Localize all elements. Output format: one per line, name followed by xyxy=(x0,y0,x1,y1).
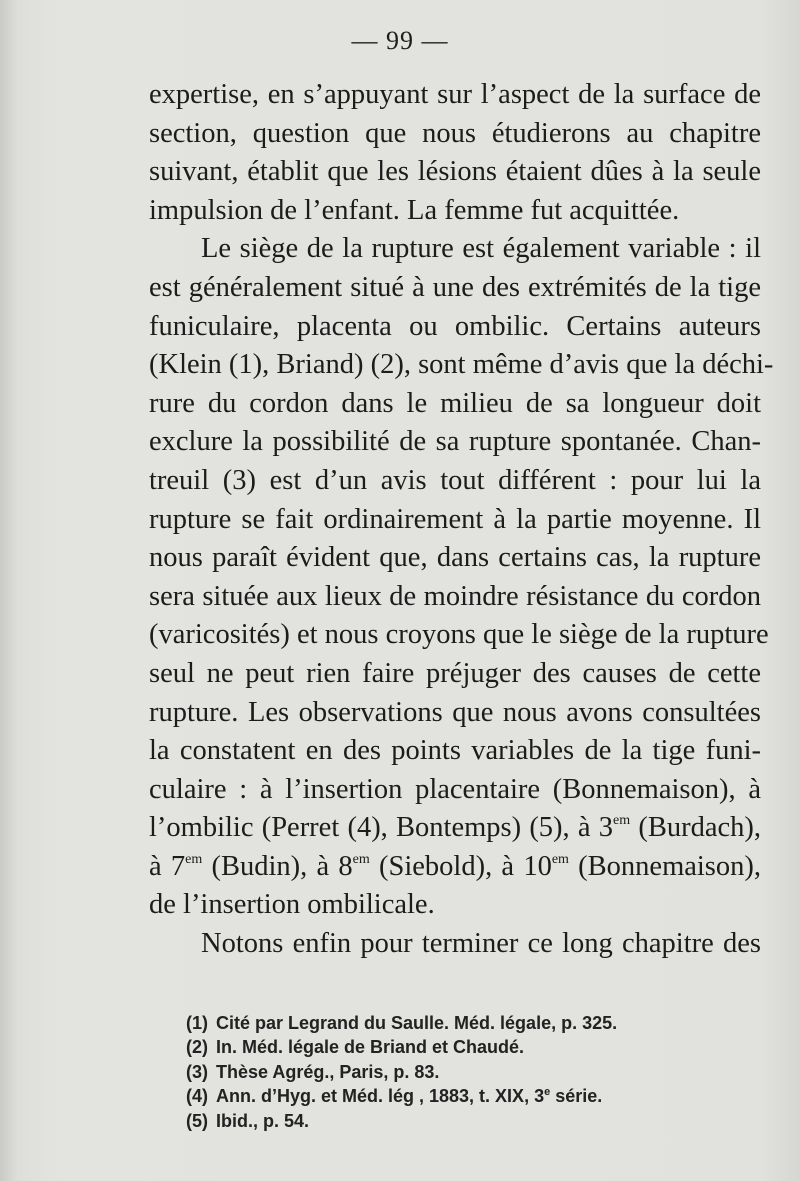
footnote-number: (1) xyxy=(186,1013,208,1033)
text-line xyxy=(149,809,761,848)
superscript: e xyxy=(544,1086,551,1099)
text-line: (Klein (1), Briand) (2), sont même d’avis que la déchi- xyxy=(149,349,774,381)
superscript: em xyxy=(185,851,203,867)
text-line: (varicosités) et nous croyons que le siège de la rupture xyxy=(149,619,769,651)
text-segment: à 7 xyxy=(149,850,186,882)
text-line: nous paraît évident que, dans certains cas, la rupture xyxy=(149,542,761,574)
text-line: Notons enfin pour terminer ce long chapitre des xyxy=(201,928,761,960)
text-line: est généralement situé à une des extrémités de la tige xyxy=(149,271,761,303)
footnote-text: In. Méd. légale de Briand et Chaudé. xyxy=(216,1037,525,1058)
text-line: suivant, établit que les lésions étaient dûes à la seule xyxy=(149,156,761,188)
footnote-number: (3) xyxy=(186,1061,208,1082)
text-line xyxy=(149,848,761,887)
footnote-number: (4) xyxy=(186,1086,208,1107)
superscript: em xyxy=(352,851,370,867)
text-line: sera située aux lieux de moindre résistance du cordon xyxy=(149,580,761,612)
text-line: exclure la possibilité de sa rupture spontanée. Chan- xyxy=(149,426,761,458)
text-line: seul ne peut rien faire préjuger des causes de cette xyxy=(149,657,761,689)
footnote xyxy=(186,1035,746,1059)
text-line: expertise, en s’appuyant sur l’aspect de la surface de xyxy=(149,79,761,110)
text-line: rupture. Les observations que nous avons consultées xyxy=(149,696,761,728)
footnote-text: Ann. d’Hyg. et Méd. lég , 1883, t. XIX, 3 xyxy=(216,1086,545,1107)
text-line: culaire : à l’insertion placentaire (Bonnemaison), à xyxy=(149,773,761,805)
footnotes xyxy=(186,1011,746,1133)
footnote xyxy=(186,1060,746,1084)
text-segment: (Siebold), à 10 xyxy=(369,850,552,882)
footnote-text: Cité par Legrand du Saulle. Méd. légale, p. 325. xyxy=(216,1013,618,1033)
text-line: impulsion de l’enfant. La femme fut acquittée. xyxy=(149,194,680,226)
superscript: em xyxy=(613,813,631,829)
text-line: rupture se fait ordinairement à la partie moyenne. Il xyxy=(149,503,761,535)
text-line: rure du cordon dans le milieu de sa longueur doit xyxy=(149,387,761,419)
footnote-number: (5) xyxy=(186,1110,208,1131)
text-line: funiculaire, placenta ou ombilic. Certains auteurs xyxy=(149,310,761,342)
text-line: treuil (3) est d’un avis tout différent : pour lui la xyxy=(149,464,761,496)
text-segment: (Bonnemaison), xyxy=(568,850,762,882)
text-line: section, question que nous étudierons au chapitre xyxy=(149,117,761,149)
footnote xyxy=(186,1084,746,1108)
page-number: — 99 — xyxy=(351,26,449,55)
footnote-text: Thèse Agrég., Paris, p. 83. xyxy=(216,1061,440,1082)
superscript: em xyxy=(551,851,569,867)
text-line: la constatent en des points variables de la tige funi- xyxy=(149,735,761,767)
footnote-number: (2) xyxy=(186,1037,208,1058)
footnote-text: Ibid., p. 54. xyxy=(216,1110,310,1131)
footnote xyxy=(186,1109,746,1133)
text-line: de l’insertion ombilicale. xyxy=(149,889,435,921)
text-segment: (Budin), à 8 xyxy=(202,850,353,882)
footnote xyxy=(186,1011,746,1035)
footnote-text: série. xyxy=(550,1086,603,1107)
text-line: Le siège de la rupture est également variable : il xyxy=(201,233,761,265)
text-segment: (Burdach), xyxy=(630,812,761,844)
body-text xyxy=(149,76,774,964)
text-segment: l’ombilic (Perret (4), Bontemps) (5), à 3 xyxy=(149,812,614,844)
